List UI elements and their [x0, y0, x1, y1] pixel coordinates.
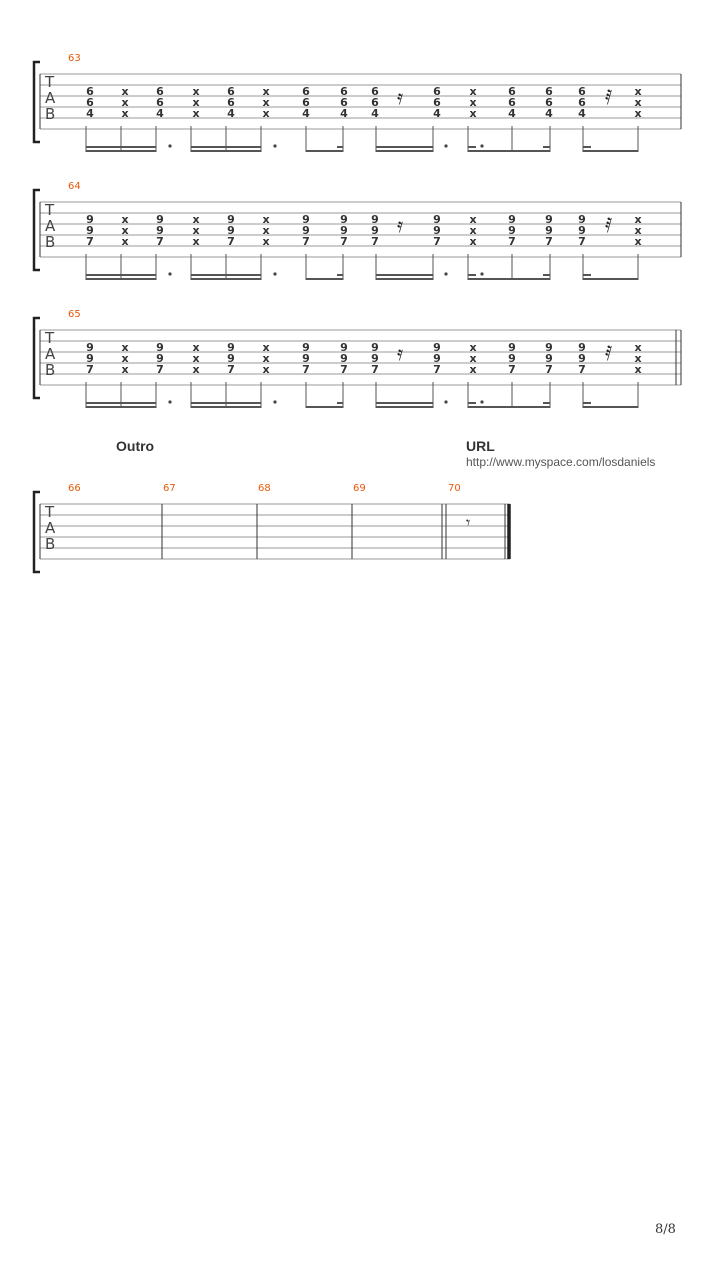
tab-clef-t: T — [45, 329, 55, 347]
dead-note: x — [192, 352, 200, 365]
fret-number: 4 — [340, 107, 348, 120]
measure-number: 70 — [448, 483, 461, 494]
page-number: 8/8 — [655, 1222, 676, 1237]
fret-number: 9 — [545, 213, 553, 226]
fret-number: 7 — [227, 363, 235, 376]
fret-number: 4 — [508, 107, 516, 120]
dead-note: x — [634, 96, 642, 109]
fret-number: 9 — [433, 213, 441, 226]
fret-number: 7 — [508, 363, 516, 376]
fret-number: 6 — [156, 85, 164, 98]
fret-number: 7 — [508, 235, 516, 248]
section-title-outro: Outro — [116, 438, 155, 454]
tab-clef-b: B — [45, 361, 56, 379]
dead-note: x — [121, 213, 129, 226]
fret-number: 6 — [227, 85, 235, 98]
dead-note: x — [634, 224, 642, 237]
fret-number: 9 — [156, 341, 164, 354]
dead-note: x — [121, 224, 129, 237]
dead-note: x — [121, 107, 129, 120]
fret-number: 9 — [302, 341, 310, 354]
fret-number: 4 — [433, 107, 441, 120]
fret-number: 7 — [302, 363, 310, 376]
thirtysecond-rest-icon: 𝅀 — [605, 85, 613, 109]
dead-note: x — [469, 96, 477, 109]
fret-number: 9 — [578, 224, 586, 237]
fret-number: 9 — [156, 352, 164, 365]
dead-note: x — [192, 224, 200, 237]
dead-note: x — [121, 235, 129, 248]
eighth-rest-icon: 𝄾 — [466, 513, 471, 532]
dead-note: x — [262, 341, 270, 354]
measure-number: 66 — [68, 483, 81, 494]
fret-number: 6 — [302, 85, 310, 98]
dead-note: x — [634, 341, 642, 354]
fret-number: 9 — [227, 224, 235, 237]
fret-number: 6 — [156, 96, 164, 109]
url-label: URL — [466, 438, 495, 454]
dead-note: x — [262, 224, 270, 237]
fret-number: 9 — [156, 224, 164, 237]
sixteenth-rest-icon: 𝄿 — [397, 341, 404, 365]
fret-number: 9 — [302, 224, 310, 237]
fret-number: 9 — [578, 352, 586, 365]
fret-number: 9 — [227, 352, 235, 365]
fret-number: 9 — [86, 224, 94, 237]
fret-number: 7 — [86, 235, 94, 248]
fret-number: 6 — [578, 85, 586, 98]
tab-clef-a: A — [45, 519, 56, 537]
dead-note: x — [469, 85, 477, 98]
tab-clef-t: T — [45, 503, 55, 521]
dead-note: x — [262, 213, 270, 226]
dead-note: x — [121, 363, 129, 376]
fret-number: 7 — [371, 235, 379, 248]
fret-number: 7 — [340, 235, 348, 248]
fret-number: 7 — [578, 363, 586, 376]
fret-number: 4 — [86, 107, 94, 120]
fret-number: 7 — [545, 235, 553, 248]
dead-note: x — [192, 107, 200, 120]
fret-number: 4 — [302, 107, 310, 120]
fret-number: 7 — [302, 235, 310, 248]
dead-note: x — [469, 352, 477, 365]
fret-number: 4 — [578, 107, 586, 120]
dead-note: x — [121, 96, 129, 109]
dead-note: x — [121, 352, 129, 365]
dead-note: x — [262, 96, 270, 109]
measure-number: 65 — [68, 309, 81, 320]
dead-note: x — [469, 363, 477, 376]
fret-number: 9 — [371, 352, 379, 365]
fret-number: 9 — [86, 213, 94, 226]
fret-number: 9 — [340, 352, 348, 365]
tab-clef-a: A — [45, 217, 56, 235]
fret-number: 6 — [302, 96, 310, 109]
url-link[interactable]: http://www.myspace.com/losdaniels — [466, 455, 656, 469]
fret-number: 7 — [340, 363, 348, 376]
dead-note: x — [192, 363, 200, 376]
fret-number: 9 — [340, 341, 348, 354]
fret-number: 9 — [578, 341, 586, 354]
dead-note: x — [192, 341, 200, 354]
tab-clef-t: T — [45, 201, 55, 219]
tab-clef-b: B — [45, 535, 56, 553]
fret-number: 9 — [227, 213, 235, 226]
fret-number: 6 — [371, 85, 379, 98]
dead-note: x — [192, 213, 200, 226]
staff-lines-outro — [0, 430, 720, 600]
dead-note: x — [262, 352, 270, 365]
fret-number: 9 — [86, 352, 94, 365]
dead-note: x — [634, 363, 642, 376]
dead-note: x — [192, 85, 200, 98]
dead-note: x — [121, 85, 129, 98]
thirtysecond-rest-icon: 𝅀 — [605, 341, 613, 365]
fret-number: 9 — [545, 224, 553, 237]
dead-note: x — [262, 85, 270, 98]
fret-number: 7 — [371, 363, 379, 376]
fret-number: 6 — [508, 96, 516, 109]
fret-number: 9 — [433, 341, 441, 354]
fret-number: 7 — [156, 235, 164, 248]
dead-note: x — [192, 96, 200, 109]
fret-number: 9 — [86, 341, 94, 354]
fret-number: 9 — [227, 341, 235, 354]
measure-number: 69 — [353, 483, 366, 494]
sixteenth-rest-icon: 𝄿 — [397, 85, 404, 109]
fret-number: 4 — [156, 107, 164, 120]
dead-note: x — [469, 235, 477, 248]
dead-note: x — [262, 363, 270, 376]
fret-number: 4 — [545, 107, 553, 120]
fret-number: 9 — [508, 341, 516, 354]
fret-number: 6 — [227, 96, 235, 109]
dead-note: x — [634, 107, 642, 120]
dead-note: x — [634, 213, 642, 226]
fret-number: 6 — [340, 96, 348, 109]
fret-number: 7 — [433, 363, 441, 376]
fret-number: 7 — [86, 363, 94, 376]
fret-number: 9 — [340, 213, 348, 226]
fret-number: 9 — [578, 213, 586, 226]
fret-number: 9 — [433, 352, 441, 365]
fret-number: 6 — [508, 85, 516, 98]
fret-number: 9 — [545, 341, 553, 354]
tab-clef-b: B — [45, 105, 56, 123]
fret-number: 6 — [433, 85, 441, 98]
fret-number: 9 — [156, 213, 164, 226]
fret-number: 9 — [371, 213, 379, 226]
fret-number: 6 — [578, 96, 586, 109]
fret-number: 6 — [545, 96, 553, 109]
dead-note: x — [262, 107, 270, 120]
dead-note: x — [262, 235, 270, 248]
fret-number: 9 — [302, 352, 310, 365]
measure-number: 63 — [68, 53, 81, 64]
measure-number: 68 — [258, 483, 271, 494]
fret-number: 6 — [371, 96, 379, 109]
sixteenth-rest-icon: 𝄿 — [397, 213, 404, 237]
fret-number: 6 — [545, 85, 553, 98]
dead-note: x — [121, 341, 129, 354]
fret-number: 7 — [433, 235, 441, 248]
dead-note: x — [634, 85, 642, 98]
measure-number: 64 — [68, 181, 81, 192]
tab-clef-a: A — [45, 89, 56, 107]
fret-number: 9 — [508, 352, 516, 365]
dead-note: x — [469, 107, 477, 120]
fret-number: 7 — [545, 363, 553, 376]
fret-number: 9 — [545, 352, 553, 365]
fret-number: 7 — [156, 363, 164, 376]
tab-clef-a: A — [45, 345, 56, 363]
fret-number: 9 — [508, 213, 516, 226]
fret-number: 9 — [433, 224, 441, 237]
dead-note: x — [469, 341, 477, 354]
fret-number: 9 — [508, 224, 516, 237]
fret-number: 6 — [433, 96, 441, 109]
fret-number: 9 — [371, 341, 379, 354]
thirtysecond-rest-icon: 𝅀 — [605, 213, 613, 237]
fret-number: 7 — [227, 235, 235, 248]
fret-number: 7 — [578, 235, 586, 248]
tab-clef-b: B — [45, 233, 56, 251]
fret-number: 9 — [340, 224, 348, 237]
dead-note: x — [634, 352, 642, 365]
fret-number: 6 — [86, 96, 94, 109]
fret-number: 4 — [227, 107, 235, 120]
dead-note: x — [192, 235, 200, 248]
fret-number: 4 — [371, 107, 379, 120]
fret-number: 9 — [371, 224, 379, 237]
dead-note: x — [634, 235, 642, 248]
staff-lines-65 — [0, 256, 720, 426]
fret-number: 6 — [340, 85, 348, 98]
measure-number: 67 — [163, 483, 176, 494]
fret-number: 9 — [302, 213, 310, 226]
tab-clef-t: T — [45, 73, 55, 91]
fret-number: 6 — [86, 85, 94, 98]
dead-note: x — [469, 213, 477, 226]
dead-note: x — [469, 224, 477, 237]
